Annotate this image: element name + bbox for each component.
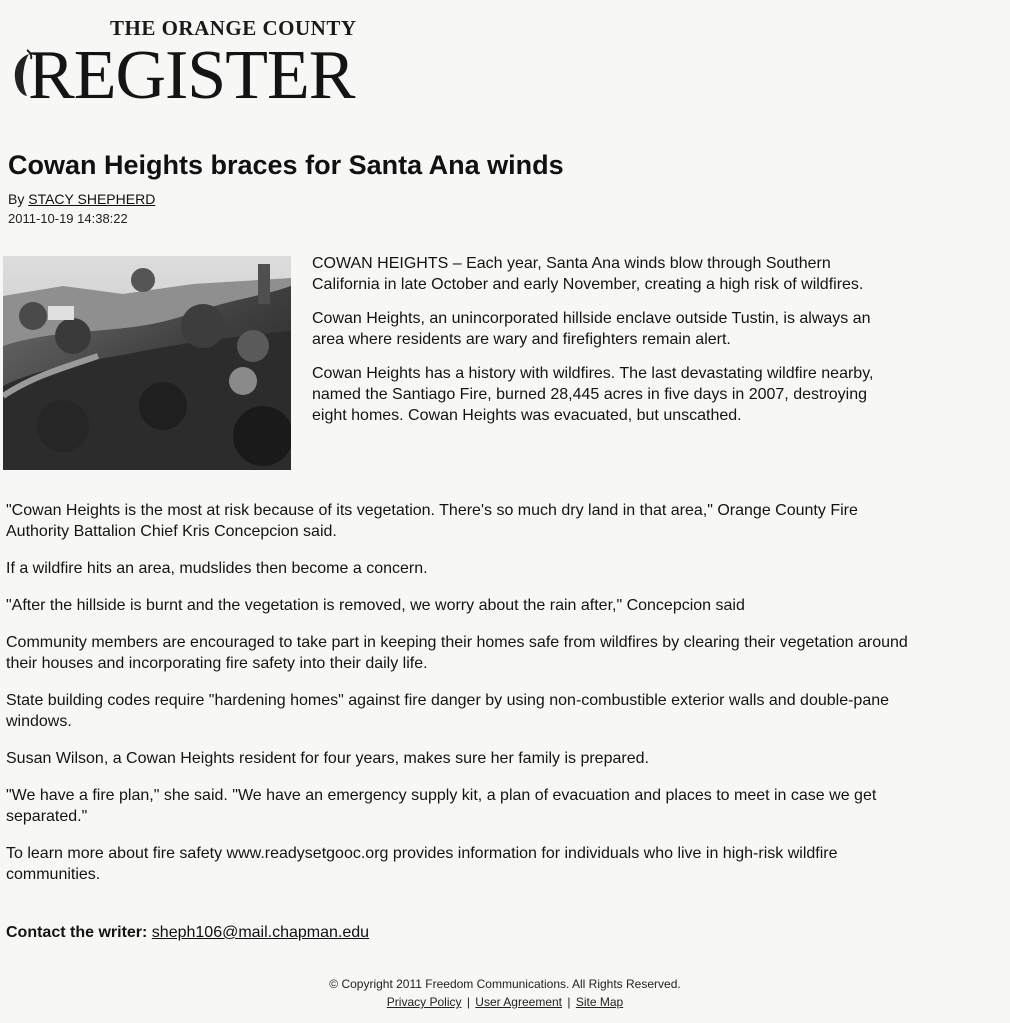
- paragraph: COWAN HEIGHTS – Each year, Santa Ana winds blow through Southern California in late October and early November, creating a high risk of wildfires.: [312, 255, 864, 293]
- masthead: [10, 14, 450, 114]
- contact-email-link[interactable]: sheph106@mail.chapman.edu: [151, 924, 370, 941]
- hillside-photo-image: [3, 256, 291, 470]
- byline: [8, 191, 155, 207]
- masthead-kicker: THE ORANGE COUNTY: [110, 16, 357, 40]
- user-agreement-link[interactable]: User Agreement: [475, 995, 563, 1009]
- article-photo: [3, 256, 291, 470]
- paragraph: "Cowan Heights is the most at risk because of its vegetation. There's so much dry land in that area," Orange County Fire Authority Battalion Chief Kris Concepcion said.: [6, 502, 858, 540]
- masthead-wordmark: REGISTER: [28, 37, 355, 114]
- article-timestamp: 2011-10-19 14:38:22: [8, 211, 128, 226]
- link-separator: |: [567, 995, 571, 1009]
- paragraph: Community members are encouraged to take part in keeping their homes safe from wildfires by clearing their vegetation around their houses and incorporating fire safety into their daily life.: [6, 634, 908, 672]
- paragraph: To learn more about fire safety www.readysetgooc.org provides information for individuals who live in high-risk wildfire communities.: [6, 845, 838, 883]
- article-headline: Cowan Heights braces for Santa Ana winds: [8, 150, 564, 180]
- paragraph: If a wildfire hits an area, mudslides then become a concern.: [6, 560, 428, 577]
- site-map-link[interactable]: Site Map: [575, 995, 624, 1009]
- privacy-policy-link[interactable]: Privacy Policy: [386, 995, 462, 1009]
- article-lead: [312, 253, 902, 439]
- byline-prefix: By: [8, 191, 25, 207]
- paragraph: "We have a fire plan," she said. "We have an emergency supply kit, a plan of evacuation and places to meet in case we get separated.": [6, 787, 877, 825]
- author-link[interactable]: STACY SHEPHERD: [28, 191, 156, 207]
- paragraph: Cowan Heights, an unincorporated hillside enclave outside Tustin, is always an area where residents are wary and firefighters remain alert.: [312, 310, 871, 348]
- page-footer: [0, 977, 1010, 1009]
- contact-label: Contact the writer:: [6, 924, 148, 941]
- link-separator: |: [466, 995, 470, 1009]
- copyright-text: © Copyright 2011 Freedom Communications. All Rights Reserved.: [329, 977, 681, 991]
- paragraph: Susan Wilson, a Cowan Heights resident for four years, makes sure her family is prepared.: [6, 750, 649, 767]
- paragraph: State building codes require "hardening homes" against fire danger by using non-combustible exterior walls and double-pane windows.: [6, 692, 890, 730]
- footer-links: [0, 995, 1010, 1009]
- paragraph: "After the hillside is burnt and the vegetation is removed, we worry about the rain after," Concepcion said: [6, 597, 745, 614]
- contact-writer: [6, 924, 369, 942]
- paragraph: Cowan Heights has a history with wildfires. The last devastating wildfire nearby, named the Santiago Fire, burned 28,445 acres in five days in 2007, destroying eight homes. Cowan Heights was evacuated, but unscathed.: [312, 365, 874, 424]
- article-body: [6, 500, 911, 901]
